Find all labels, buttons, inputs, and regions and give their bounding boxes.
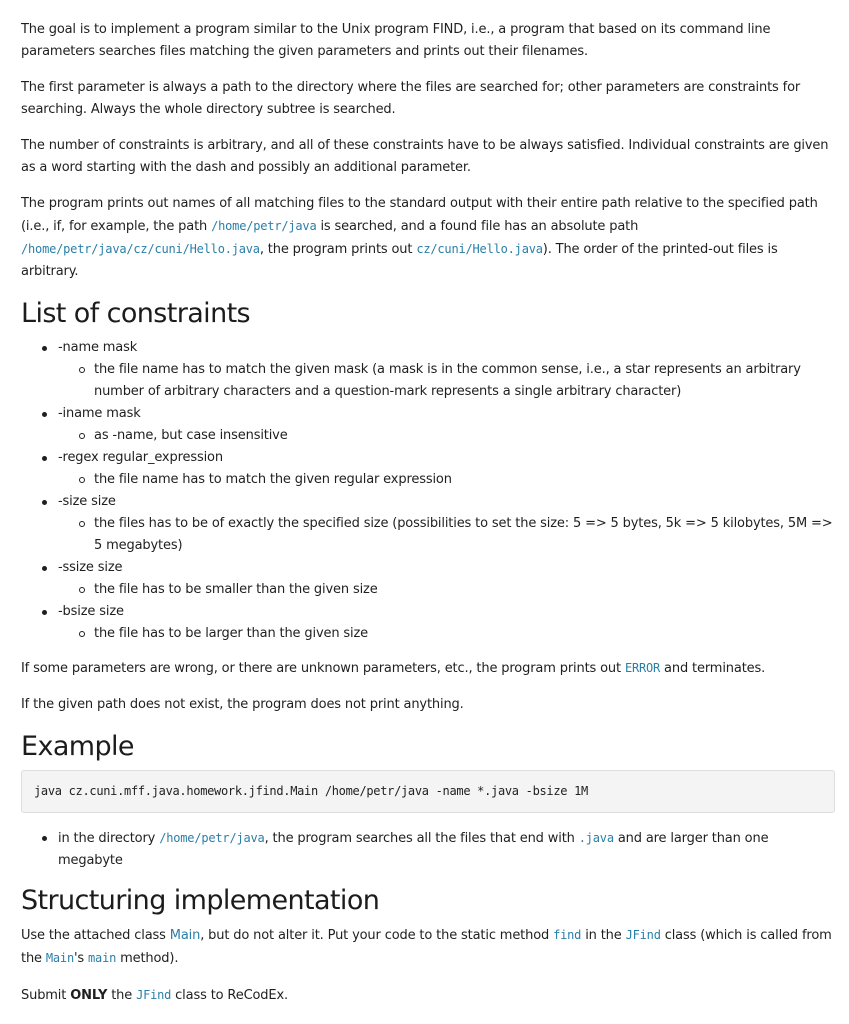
text: Submit	[21, 988, 71, 1003]
list-item: the file name has to match the given regular expression	[58, 469, 835, 491]
constraint-label: -bsize size	[58, 604, 124, 619]
text: in the	[581, 928, 626, 943]
list-item: the file has to be larger than the given size	[58, 623, 835, 645]
structuring-heading: Structuring implementation	[21, 885, 380, 916]
sub-list	[58, 513, 835, 557]
inline-code: /home/petr/java/cz/cuni/Hello.java	[21, 242, 260, 256]
text: The program prints out names of all matching files to the standard output with their entire path relative to the specified path (i.e., if, for example, the path	[21, 196, 818, 234]
constraint-label: -iname mask	[58, 406, 141, 421]
inline-code: JFind	[625, 928, 661, 942]
constraint-label: -ssize size	[58, 560, 123, 575]
list-item	[21, 557, 835, 601]
inline-code: /home/petr/java	[159, 831, 265, 845]
list-item	[21, 403, 835, 447]
example-code-block: java cz.cuni.mff.java.homework.jfind.Main /home/petr/java -name *.java -bsize 1M	[21, 770, 835, 813]
text: 's	[73, 951, 89, 966]
text: , but do not alter it. Put your code to the static method	[200, 928, 554, 943]
inline-code: cz/cuni/Hello.java	[416, 242, 543, 256]
text: class to ReCodEx.	[171, 988, 288, 1003]
constraint-label: -name mask	[58, 340, 138, 355]
intro-paragraph-2: The first parameter is always a path to the directory where the files are searched for; other parameters are constraints for searching. Always the whole directory subtree is searched.	[21, 80, 801, 117]
assignment-page	[21, 19, 835, 1021]
sub-list	[58, 579, 835, 601]
text: and terminates.	[660, 661, 766, 676]
list-item: the file has to be smaller than the given size	[58, 579, 835, 601]
list-item: as -name, but case insensitive	[58, 425, 835, 447]
inline-code: find	[553, 928, 582, 942]
list-item: the files has to be of exactly the specified size (possibilities to set the size: 5 => 5 bytes, 5k => 5 kilobytes, 5M => 5 megabytes)	[58, 513, 835, 557]
list-item	[21, 337, 835, 403]
list-item	[21, 447, 835, 491]
text: ). The order of the printed-out files is arbitrary.	[21, 242, 778, 279]
text: and are larger than one megabyte	[58, 831, 769, 868]
inline-code: /home/petr/java	[211, 219, 317, 233]
list-item	[21, 491, 835, 557]
text: , the program prints out	[259, 242, 417, 257]
structuring-paragraph-2	[21, 984, 835, 1007]
sub-list	[58, 359, 835, 403]
intro-paragraph-4	[21, 193, 835, 283]
error-paragraph	[21, 657, 835, 680]
constraints-list	[21, 337, 835, 645]
constraint-label: -size size	[58, 494, 116, 509]
text: in the directory	[58, 831, 160, 846]
text: is searched, and a found file has an absolute path	[316, 219, 639, 234]
text: Use the attached class	[21, 928, 170, 943]
constraint-label: -regex regular_expression	[58, 450, 223, 465]
inline-code: ERROR	[624, 661, 661, 675]
sub-list	[58, 623, 835, 645]
text: If some parameters are wrong, or there are unknown parameters, etc., the program prints out	[21, 661, 625, 676]
list-item	[21, 601, 835, 645]
main-class-link[interactable]: Main	[169, 928, 201, 943]
inline-code: JFind	[136, 988, 172, 1002]
structuring-paragraph-1	[21, 924, 835, 970]
nopath-paragraph: If the given path does not exist, the program does not print anything.	[21, 697, 464, 712]
sub-list	[58, 469, 835, 491]
inline-code: main	[88, 951, 117, 965]
example-heading: Example	[21, 731, 134, 762]
intro-paragraph-3: The number of constraints is arbitrary, and all of these constraints have to be always satisfied. Individual constraints are given as a word starting with the dash and possibly an additional parameter.	[21, 138, 829, 175]
example-list	[21, 827, 835, 872]
intro-paragraph-1: The goal is to implement a program similar to the Unix program FIND, i.e., a program that based on its command line parameters searches files matching the given parameters and prints out their filenames.	[21, 22, 771, 59]
list-item	[21, 827, 835, 872]
list-item: the file name has to match the given mask (a mask is in the common sense, i.e., a star represents an arbitrary number of arbitrary characters and a question-mark represents a single arbitrary character)	[58, 359, 835, 403]
constraints-heading: List of constraints	[21, 298, 251, 329]
inline-code: .java	[578, 831, 614, 845]
text: class (which is called from the	[21, 928, 832, 966]
text: the	[107, 988, 137, 1003]
emphasis: ONLY	[70, 988, 108, 1003]
sub-list	[58, 425, 835, 447]
text: , the program searches all the files that end with	[264, 831, 579, 846]
inline-code: Main	[45, 951, 74, 965]
text: method).	[116, 951, 179, 966]
